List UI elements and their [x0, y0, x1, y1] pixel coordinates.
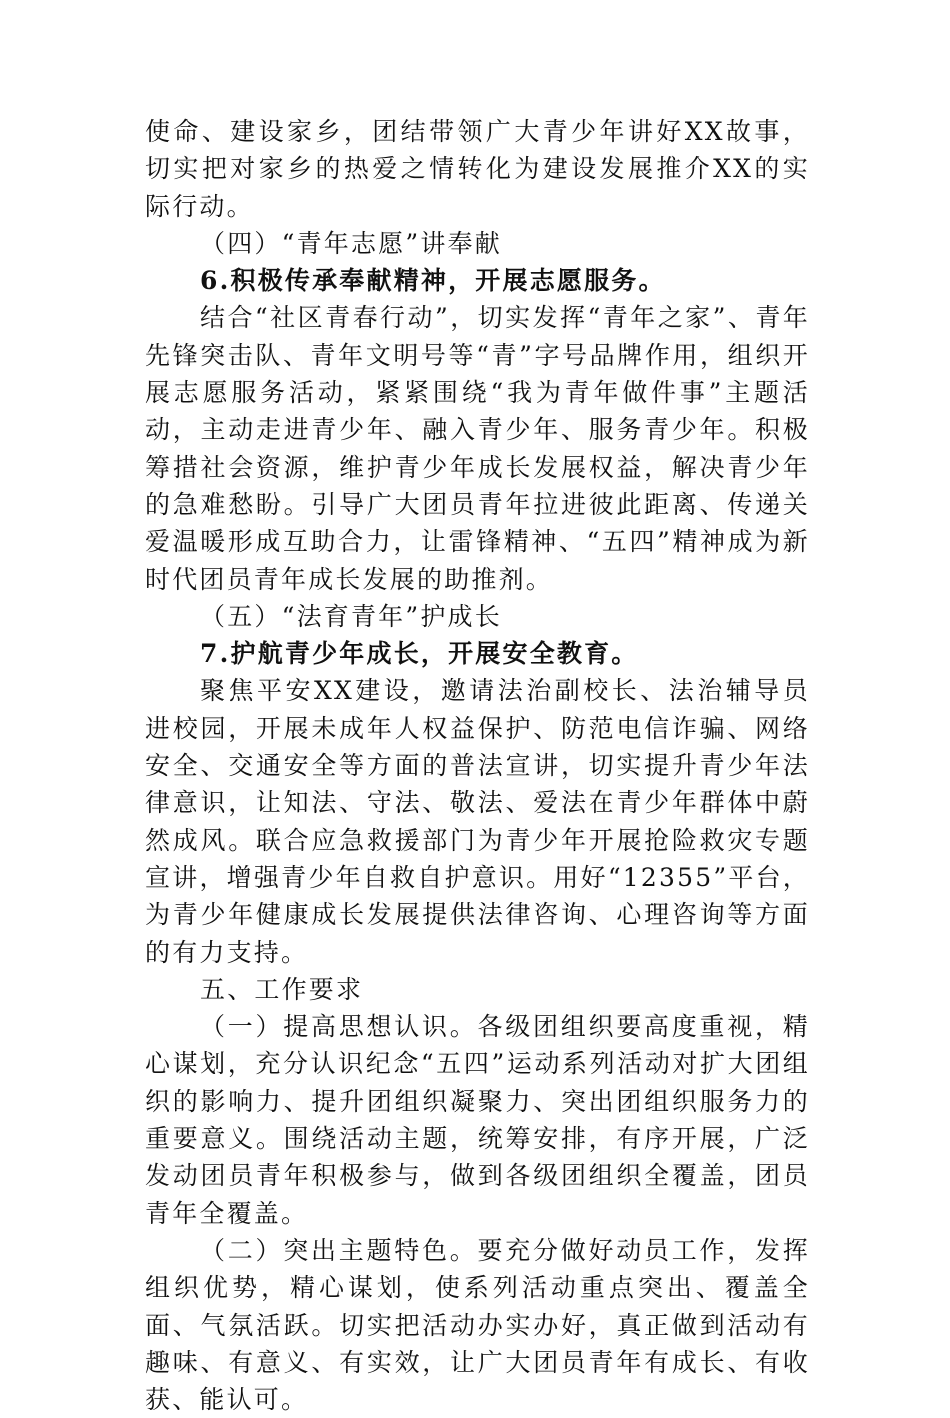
paragraph-volunteer: 结合“社区青春行动”，切实发挥“青年之家”、青年先锋突击队、青年文明号等“青”字号品牌作用，组织开展志愿服务活动，紧紧围绕“我为青年做件事”主题活动，主动走进青少年、融入青少年、服务青少年。积极筹措社会资源，维护青少年成长发展权益，解决青少年的急难愁盼。引导广大团员青年拉进彼此距离、传递关爱温暖形成互助合力，让雷锋精神、“五四”精神成为新时代团员青年成长发展的助推剂。 — [145, 303, 810, 594]
section-heading-work-requirements: 五、工作要求 — [200, 974, 364, 1004]
heading-safety-education: 7.护航青少年成长，开展安全教育。 — [200, 639, 639, 669]
paragraph-continued: 使命、建设家乡，团结带领广大青少年讲好XX故事，切实把对家乡的热爱之情转化为建设发展推介XX的实际行动。 — [145, 117, 810, 221]
subheading-youth-volunteer: （四）“青年志愿”讲奉献 — [200, 228, 502, 258]
paragraph-safety: 聚焦平安XX建设，邀请法治副校长、法治辅导员进校园，开展未成年人权益保护、防范电信诈骗、网络安全、交通安全等方面的普法宣讲，切实提升青少年法律意识，让知法、守法、敬法、爱法在青少年群体中蔚然成风。联合应急救援部门为青少年开展抢险救灾专题宣讲，增强青少年自救自护意识。用好“12355”平台，为青少年健康成长发展提供法律咨询、心理咨询等方面的有力支持。 — [145, 676, 810, 967]
subheading-legal-youth: （五）“法育青年”护成长 — [200, 601, 502, 631]
paragraph-requirement-2: （二）突出主题特色。要充分做好动员工作，发挥组织优势，精心谋划，使系列活动重点突出、覆盖全面、气氛活跃。切实把活动办实办好，真正做到活动有趣味、有意义、有实效，让广大团员青年有成长、有收获、能认可。 — [145, 1235, 810, 1415]
heading-volunteer-service: 6.积极传承奉献精神，开展志愿服务。 — [200, 266, 666, 296]
document-page — [145, 113, 810, 1418]
paragraph-requirement-1: （一）提高思想认识。各级团组织要高度重视，精心谋划，充分认识纪念“五四”运动系列活动对扩大团组织的影响力、提升团组织凝聚力、突出团组织服务力的重要意义。围绕活动主题，统筹安排，有序开展，广泛发动团员青年积极参与，做到各级团组织全覆盖，团员青年全覆盖。 — [145, 1012, 810, 1228]
